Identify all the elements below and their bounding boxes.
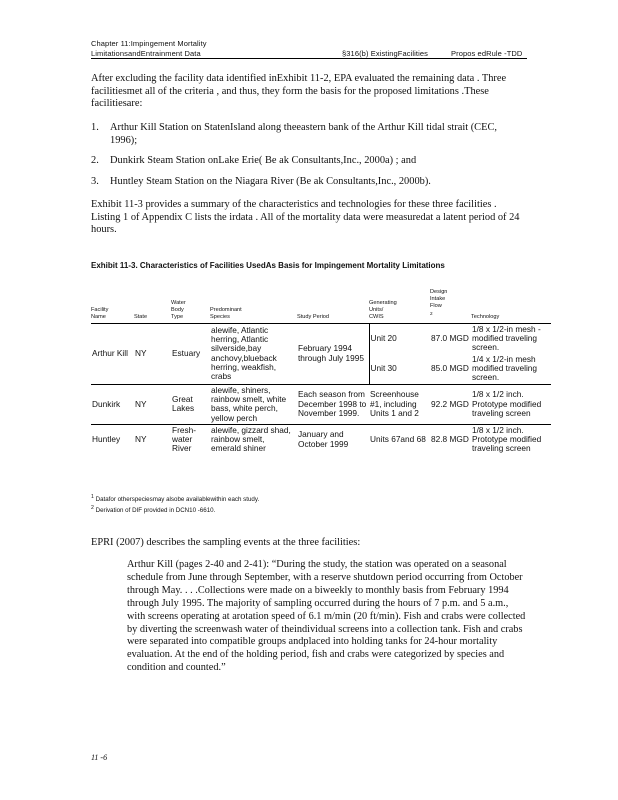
cell-state: NY (135, 348, 147, 359)
cell-flow: 85.0 MGD (431, 363, 469, 374)
footnote-mark: 1 (91, 494, 94, 500)
table-row (91, 323, 551, 353)
cell-water: Estuary (172, 348, 201, 359)
header-rule (91, 58, 527, 59)
col-header-facility: Facility Name (91, 289, 134, 323)
col-header-units: Generating Units/ CWIS (369, 289, 430, 323)
list-number: 2. (91, 155, 99, 166)
cell-study: January and October 1999 (297, 424, 369, 454)
list-number: 1. (91, 122, 99, 133)
cell-flow: 87.0 MGD (431, 333, 469, 344)
cell-facility: Dunkirk (91, 384, 134, 424)
col-header-species: Predominant Species (210, 289, 297, 323)
flow-footnote-mark: 2 (430, 311, 433, 316)
footnote-text: Datafor otherspeciesmay alsobe availablewithin each study. (95, 496, 260, 504)
col-header-state: State (134, 289, 171, 323)
cell-study: Each season from December 1998 to November 1999. (297, 384, 369, 424)
col-header-flow: Design Intake Flow $^2$ (430, 289, 471, 323)
exhibit-caption: Exhibit 11-3. Characteristics of Facilities UsedAs Basis for Impingement Mortality Limitations (91, 261, 445, 270)
cell-units: Screenhouse #1, including Units 1 and 2 (369, 384, 430, 424)
header-status: Propos edRule -TDD (451, 49, 523, 58)
cell-units: Unit 20 (369, 323, 430, 353)
footnote (91, 494, 259, 503)
cell-tech: 1/8 x 1/2-in mesh -modified traveling screen. (472, 323, 541, 353)
cell-study: February 1994 through July 1995 (298, 343, 364, 363)
header-chapter: Chapter 11:Impingement Mortality (91, 39, 207, 48)
cell-species: alewife, gizzard shad, rainbow smelt, emerald shiner (210, 424, 297, 454)
page-number: 11 -6 (91, 753, 108, 762)
list-number: 3. (91, 176, 99, 187)
cell-water: Great Lakes (171, 384, 210, 424)
table-row (91, 384, 551, 424)
cell-tech: 1/8 x 1/2 inch. Prototype modified traveling screen (471, 424, 551, 454)
cell-units: Unit 30 (369, 354, 430, 384)
cell-facility: Arthur Kill (92, 348, 128, 359)
footnote (91, 505, 215, 514)
summary-paragraph: Exhibit 11-3 provides a summary of the characteristics and technologies for these three facilities . Listing 1 of Appendix C lists the irdata . All of the mortality data were measuredat a latent period of 24 hours. (91, 199, 520, 236)
col-header-study: Study Period (297, 289, 369, 323)
cell-state: NY (134, 384, 171, 424)
cell-species: alewife, Atlantic herring, Atlantic silverside,bay anchovy,blueback herring, weakfish, crabs (211, 324, 277, 382)
header-section: §316(b) ExistingFacilities (342, 49, 428, 58)
cell-tech: 1/8 x 1/2 inch. Prototype modified traveling screen (471, 384, 551, 424)
footnote-mark: 2 (91, 505, 94, 511)
cell-tech: 1/4 x 1/2-in mesh modified traveling screen. (472, 353, 538, 383)
cell-species: alewife, shiners, rainbow smelt, white bass, white perch, yellow perch (210, 384, 297, 424)
col-header-tech: Technology (471, 289, 551, 323)
cell-state: NY (134, 424, 171, 454)
epri-paragraph: EPRI (2007) describes the sampling events at the three facilities: (91, 537, 361, 548)
footnote-text: Derivation of DIF provided in DCN10 -6610. (95, 507, 216, 515)
cell-flow: 92.2 MGD (430, 384, 471, 424)
cell-flow: 82.8 MGD (430, 424, 471, 454)
facility-table (91, 289, 551, 455)
list-text: Dunkirk Steam Station onLake Erie( Be ak Consultants,Inc., 2000a) ; and (110, 155, 417, 166)
col-header-water: Water Body Type (171, 289, 210, 323)
quote-block: Arthur Kill (pages 2-40 and 2-41): “During the study, the station was operated on a seasonal schedule from June through September, with a reserve shutdown period occurring from October through May. . . .Collections were made on a biweekly to monthly basis from February 1994 through July 1995. The majority of sampling occurred during the hours of 7 p.m. and 5 a.m., with screens operating at arotation speed of 6.1 m/min (20 ft/min). Fish and crabs were collected by diverting the screenwash water of theindividual screens into a collection tank. Fish and crabs were separated into compatible groups andplaced into holding tanks for 24-hour mortality evaluation. At the end of the holding period, fish and crabs were categorized by species and condition and counted.” (127, 559, 526, 674)
table-row (91, 424, 551, 454)
cell-units: Units 67and 68 (369, 424, 430, 454)
list-text: Huntley Steam Station on the Niagara River (Be ak Consultants,Inc., 2000b). (110, 176, 431, 187)
list-text: Arthur Kill Station on StatenIsland along theeastern bank of the Arthur Kill tidal strait (CEC, 1996); (110, 122, 497, 146)
intro-paragraph: After excluding the facility data identified inExhibit 11-2, EPA evaluated the remaining data . Three facilitiesmet all of the criteria , and thus, they form the basis for the proposed limitations .These facilitiesare: (91, 73, 507, 110)
cell-water: Fresh-water River (171, 424, 210, 454)
cell-facility: Huntley (91, 424, 134, 454)
header-subtitle: LimitationsandEntrainment Data (91, 49, 201, 58)
